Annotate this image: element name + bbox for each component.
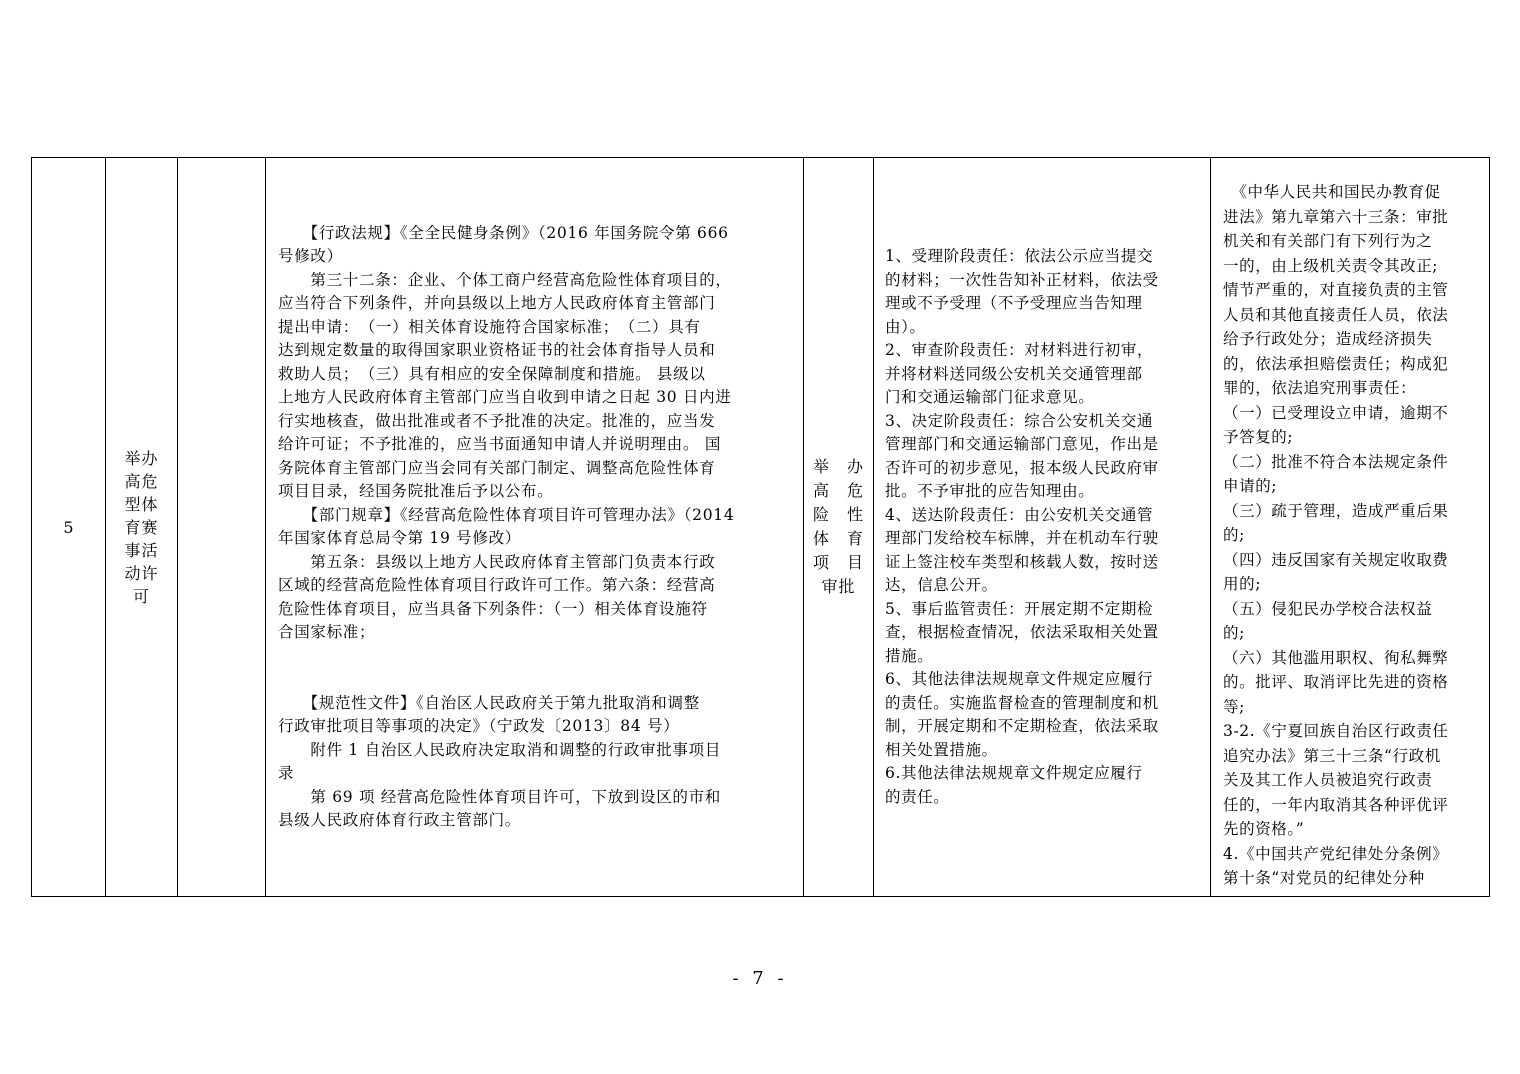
legal-basis-line: 行政审批项目等事项的决定》（宁政发〔2013〕84 号） xyxy=(278,717,680,735)
legal-basis-line: 应当符合下列条件，并向县级以上地方人民政府体育主管部门 xyxy=(278,294,716,312)
item-name-line: 举办 xyxy=(124,448,159,468)
legal-basis-line: 第五条：县级以上地方人民政府体育主管部门负责本行政 xyxy=(278,552,716,571)
legal-basis-line: 项目目录，经国务院批准后予以公布。 xyxy=(278,482,554,500)
accountability-line: 申请的; xyxy=(1223,477,1278,495)
accountability-cell xyxy=(1211,158,1490,897)
item-type-line: 举 办 xyxy=(812,457,864,476)
legal-basis-line: 号修改） xyxy=(278,247,343,265)
sub-item-cell xyxy=(178,158,266,897)
accountability-line: 情节严重的，对直接负责的主管 xyxy=(1223,281,1449,299)
item-type-line: 体 育 xyxy=(812,529,864,548)
accountability-line: 任的，一年内取消其各种评优评 xyxy=(1223,795,1449,814)
duty-line: 批。不予审批的应告知理由。 xyxy=(885,482,1095,500)
duty-line: 5、事后监管责任：开展定期不定期检 xyxy=(885,599,1154,618)
accountability-line: （一）已受理设立申请，逾期不 xyxy=(1223,403,1449,422)
accountability-line: 3-2.《宁夏回族自治区行政责任 xyxy=(1223,722,1449,740)
legal-basis-line: 第三十二条：企业、个体工商户经营高危险性体育项目的， xyxy=(278,270,732,289)
item-type-line: 项 目 xyxy=(812,553,864,572)
item-name-line: 育赛 xyxy=(124,517,159,537)
duty-line: 3、决定阶段责任：综合公安机关交通 xyxy=(885,411,1154,430)
duty-line: 相关处置措施。 xyxy=(885,740,998,759)
duty-line: 查，根据检查情况，依法采取相关处置 xyxy=(885,623,1159,641)
item-type-line: 高 危 xyxy=(812,481,864,500)
accountability-line: 的，依法承担赔偿责任；构成犯 xyxy=(1223,354,1449,373)
duty-line: 理部门发给校车标牌，并在机动车行驶 xyxy=(885,529,1159,547)
duty-line: 制，开展定期和不定期检查，依法采取 xyxy=(885,717,1159,735)
accountability-line: 机关和有关部门有下列行为之 xyxy=(1223,232,1433,250)
duty-line: 否许可的初步意见，报本级人民政府审 xyxy=(885,458,1159,477)
accountability-line: 用的; xyxy=(1223,575,1262,593)
accountability-line: 第十条“对党员的纪律处分种 xyxy=(1223,869,1425,887)
legal-basis-line: 合国家标准； xyxy=(278,623,376,641)
accountability-line: （四）违反国家有关规定收取费 xyxy=(1223,550,1449,569)
legal-basis-line: 务院体育主管部门应当会同有关部门制定、调整高危险性体育 xyxy=(278,458,716,477)
duty-text xyxy=(885,245,1210,809)
duty-line: 1、受理阶段责任：依法公示应当提交 xyxy=(885,247,1154,265)
accountability-line: （五）侵犯民办学校合法权益 xyxy=(1223,599,1433,618)
legal-basis-line: 【部门规章】《经营高危险性体育项目许可管理办法》（2014 xyxy=(278,505,735,524)
item-name-cell xyxy=(106,158,178,897)
legal-basis-line: 年国家体育总局令第 19 号修改） xyxy=(278,529,521,547)
item-name-line: 型体 xyxy=(124,494,159,514)
item-type-line: 审批 xyxy=(821,577,856,596)
page-number: - 7 - xyxy=(732,968,788,989)
duty-line: 4、送达阶段责任：由公安机关交通管 xyxy=(885,505,1154,524)
legal-basis-line: 上地方人民政府体育主管部门应当自收到申请之日起 30 日内进 xyxy=(278,388,732,406)
row-number: 5 xyxy=(63,517,74,537)
duty-line: 的责任。实施监督检查的管理制度和机 xyxy=(885,693,1159,712)
duty-line: 6.其他法律法规规章文件规定应履行 xyxy=(885,764,1143,782)
accountability-line: 《中华人民共和国民办教育促 xyxy=(1223,183,1441,201)
duty-line: 并将材料送同级公安机关交通管理部 xyxy=(885,364,1143,383)
legal-basis-line: 危险性体育项目，应当具备下列条件：（一）相关体育设施符 xyxy=(278,599,708,618)
legal-basis-line: 提出申请： （一）相关体育设施符合国家标准； （二）具有 xyxy=(278,317,701,336)
accountability-line: 进法》第九章第六十三条：审批 xyxy=(1223,207,1449,226)
legal-basis-line: 达到规定数量的取得国家职业资格证书的社会体育指导人员和 xyxy=(278,341,716,359)
duty-line: 的材料；一次性告知补正材料，依法受 xyxy=(885,270,1159,289)
legal-basis-line: 录 xyxy=(278,764,295,782)
item-type-line: 险 性 xyxy=(812,505,864,524)
legal-basis-line: 县级人民政府体育行政主管部门。 xyxy=(278,811,522,829)
legal-basis-line: 给许可证；不予批准的，应当书面通知申请人并说明理由。 国 xyxy=(278,435,722,453)
accountability-line: 关及其工作人员被追究行政责 xyxy=(1223,771,1433,789)
duty-line: 6、其他法律法规规章文件规定应履行 xyxy=(885,670,1154,688)
duty-line: 门和交通运输部门征求意见。 xyxy=(885,388,1095,406)
accountability-line: 的; xyxy=(1223,624,1245,642)
legal-basis-line: 区域的经营高危险性体育项目行政许可工作。第六条：经营高 xyxy=(278,576,716,594)
accountability-line: 先的资格。” xyxy=(1223,820,1305,838)
item-type xyxy=(804,455,873,599)
accountability-line: 追究办法》第三十三条“行政机 xyxy=(1223,746,1441,765)
accountability-line: （六）其他滥用职权、徇私舞弊 xyxy=(1223,648,1449,667)
accountability-line: 的; xyxy=(1223,526,1245,544)
legal-basis-line: 附件 1 自治区人民政府决定取消和调整的行政审批事项目 xyxy=(278,740,722,759)
legal-basis-line: 行实地核查，做出批准或者不予批准的决定。批准的，应当发 xyxy=(278,411,716,430)
table-row xyxy=(32,158,1490,897)
legal-basis-line: 【行政法规】《全全民健身条例》（2016 年国务院令第 666 xyxy=(278,223,729,242)
accountability-line: 一的，由上级机关责令其改正; xyxy=(1223,256,1439,275)
item-name xyxy=(106,447,177,608)
duty-line: 的责任。 xyxy=(885,787,950,806)
row-number-cell xyxy=(32,158,106,897)
accountability-line: 罪的，依法追究刑事责任： xyxy=(1223,379,1417,397)
duty-line: 措施。 xyxy=(885,646,934,665)
accountability-line: 等; xyxy=(1223,697,1245,716)
accountability-line: （二）批准不符合本法规定条件 xyxy=(1223,452,1449,471)
legal-basis-line: 第 69 项 经营高危险性体育项目许可，下放到设区的市和 xyxy=(278,787,722,806)
accountability-line: 予答复的; xyxy=(1223,428,1294,446)
duty-line: 2、审查阶段责任：对材料进行初审， xyxy=(885,341,1154,359)
item-name-line: 事活 xyxy=(124,540,159,560)
legal-basis-line xyxy=(278,668,803,692)
responsibility-table xyxy=(31,157,1490,897)
legal-basis-cell xyxy=(266,158,804,897)
item-name-line: 动许 xyxy=(124,563,159,583)
item-name-line: 高危 xyxy=(124,471,159,491)
accountability-line: 给予行政处分；造成经济损失 xyxy=(1223,330,1433,348)
accountability-text xyxy=(1223,180,1489,891)
duty-line: 管理部门和交通运输部门意见，作出是 xyxy=(885,435,1159,453)
item-type-cell xyxy=(804,158,874,897)
duty-line: 由）。 xyxy=(885,317,926,336)
item-name-line: 可 xyxy=(132,586,150,606)
accountability-line: 的。批评、取消评比先进的资格 xyxy=(1223,673,1449,691)
duty-line: 理或不予受理（不予受理应当告知理 xyxy=(885,294,1143,312)
duty-line: 证上签注校车类型和核载人数，按时送 xyxy=(885,552,1159,571)
legal-basis-line: 救助人员； （三）具有相应的安全保障制度和措施。 县级以 xyxy=(278,364,706,383)
duty-cell xyxy=(874,158,1211,897)
legal-basis-line: 【规范性文件】《自治区人民政府关于第九批取消和调整 xyxy=(278,693,700,712)
legal-basis-line xyxy=(278,645,803,669)
accountability-line: 4.《中国共产党纪律处分条例》 xyxy=(1223,844,1449,863)
accountability-line: （三）疏于管理，造成严重后果 xyxy=(1223,501,1449,520)
legal-basis-text xyxy=(278,222,803,833)
accountability-line: 人员和其他直接责任人员，依法 xyxy=(1223,305,1449,324)
duty-line: 达，信息公开。 xyxy=(885,576,998,594)
